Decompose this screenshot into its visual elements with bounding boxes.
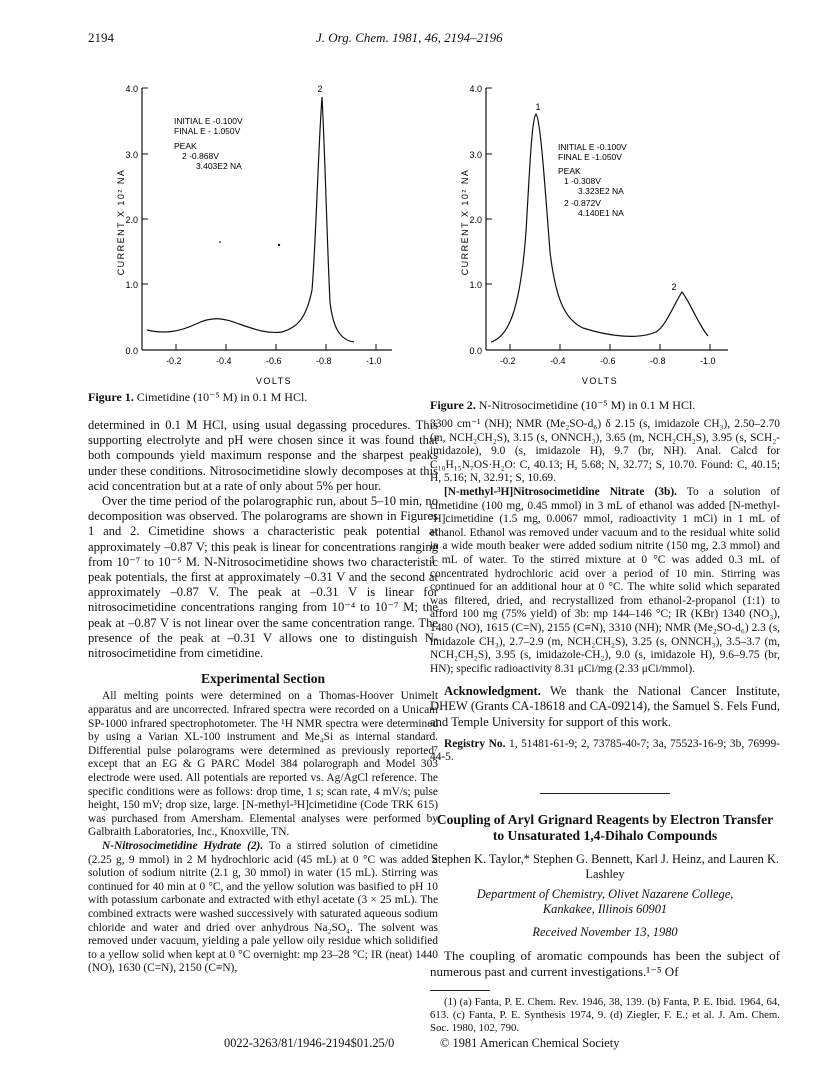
body-paragraph: Over the time period of the polarographic run, about 5–10 min, no decomposition was observed. The polarograms are shown in Figures 1 and 2. Cimetidine shows a characteristic peak potential at approximately –0.87 V; this peak is linear for concentrations ranging from 10⁻⁷ to 10⁻⁵ M. N-Nitrosocimetidine shows two characteristic peak potentials, the first at approximately –0.31 V and the second at approximately –0.87 V. The peak at –0.31 V is linear for nitrosocimetidine concentrations ranging from 10⁻⁴ to 10⁻⁷ M; the peak at –0.87 V is not linear over the same concentration range. The presence of the peak at –0.31 V allows one to distinguish N-nitrosocimetidine from cimetidine.	[88, 494, 438, 661]
experimental-paragraph: 3300 cm⁻¹ (NH); NMR (Me₂SO-d₆) δ 2.15 (s, imidazole CH₃), 2.50–2.70 (m, NCH₂CH₂S), 3.15 (s, ONNCH₃), 3.65 (m, NCH₂CH₂S), 3.95 (s, SCH₂-imidazole), 9.0 (s, imidazole H), 9.7 (br, NH). Anal. Calcd for C₁₀H₁₅N₇OS·H₂O: C, 40.13; H, 5.68; N, 32.77; S, 10.70. Found: C, 40.15; H, 5.16; N, 32.91; S, 10.69.	[430, 418, 780, 485]
fig2-xtick: -0.2	[500, 356, 516, 366]
fig1-peak-marker: 2	[317, 84, 323, 94]
fig1-xtick: -0.2	[166, 356, 182, 366]
experimental-paragraph: N-Nitrosocimetidine Hydrate (2). To a stirred solution of cimetidine (2.25 g, 9 mmol) in 2 M hydrochloric acid (45 mL) at 0 °C was added a solution of sodium nitrite (2.1 g, 30 mmol) in water (15 mL). Stirring was continued for 40 min at 0 °C, and the yellow solution was basified to pH 10 with potassium carbonate and extracted with ethyl acetate (3 × 25 mL). The combined extracts were washed successively with saturated aqueous sodium chloride and water and dried over anhydrous Na₂SO₄. The solvent was removed under vacuum, yielding a pale yellow oily residue which solidified to a yellow solid when kept at 0 °C overnight: mp 23–28 °C; IR (neat) 1440 (NO), 1630 (C=N), 2150 (C≡N),	[88, 839, 438, 975]
fig1-ytick: 4.0	[125, 84, 138, 94]
experimental-paragraph: All melting points were determined on a Thomas-Hoover Unimelt apparatus and are uncorrected. Infrared spectra were recorded on a Unicam SP-1000 infrared spectrophotometer. The ¹H NMR spectra were determined by using a Varian XL-100 instrument and Me₄Si as internal standard. Differential pulse polarograms were determined as previously reported⁷ except that an EG & G PARC Model 384 polarograph and Model 303 electrode were used. All potentials are reported vs. Ag/AgCl reference. The specific conditions were as follows: drop time, 1 s; scan rate, 4 mV/s; pulse height, 150 mV; drop size, large. [N-methyl-³H]cimetidine (Code TRK 615) was purchased from Amersham. Elemental analyses were performed by Galbraith Laboratories, Inc., Knoxville, TN.	[88, 690, 438, 839]
fig2-ytick: 0.0	[469, 346, 482, 356]
figure-1-plot	[84, 52, 404, 392]
fig2-annotation: INITIAL E -0.100V	[558, 142, 627, 152]
fig2-ytick: 1.0	[469, 280, 482, 290]
figure-2-caption	[430, 398, 695, 413]
section-heading: Experimental Section	[200, 671, 326, 687]
registry-heading: Registry No.	[444, 737, 506, 750]
fig1-ytick: 1.0	[125, 280, 138, 290]
article-affiliation: Department of Chemistry, Olivet Nazarene College, Kankakee, Illinois 60901	[476, 887, 734, 916]
fig2-xtick: -0.4	[550, 356, 566, 366]
registry-numbers: Registry No. 1, 51481-61-9; 2, 73785-40-7; 3a, 75523-16-9; 3b, 76999-44-5.	[430, 737, 780, 764]
received-date: Received November 13, 1980	[532, 925, 678, 939]
fig2-caption-label: Figure 2.	[430, 398, 476, 412]
fig2-annotation: 2 -0.872V	[564, 198, 601, 208]
fig2-peak-marker-2: 2	[671, 282, 677, 292]
fig2-ytick: 3.0	[469, 150, 482, 160]
footnote-divider	[430, 990, 490, 991]
ack-heading: Acknowledgment.	[444, 684, 541, 699]
fig2-ylabel: CURRENT X 10² NA	[460, 168, 470, 276]
footnote: (1) (a) Fanta, P. E. Chem. Rev. 1946, 38, 139. (b) Fanta, P. E. Ibid. 1964, 64, 613. (c) Fanta, P. E. Synthesis 1974, 9. (d) Ziegler, F. E.; et al. J. Am. Chem. Soc. 1980, 102, 790.	[430, 996, 780, 1034]
fig2-annotation: PEAK	[558, 166, 581, 176]
running-header: J. Org. Chem. 1981, 46, 2194–2196	[316, 30, 503, 45]
left-column	[88, 418, 438, 976]
fig1-ytick: 3.0	[125, 150, 138, 160]
fig1-xtick: -0.4	[216, 356, 232, 366]
fig2-ytick: 2.0	[469, 215, 482, 225]
fig2-annotation: 3.323E2 NA	[578, 186, 624, 196]
footer-copyright: © 1981 American Chemical Society	[440, 1036, 620, 1050]
fig2-ytick: 4.0	[469, 84, 482, 94]
fig1-xtick: -1.0	[366, 356, 382, 366]
fig1-xtick: -0.8	[316, 356, 332, 366]
figure-1-caption	[88, 390, 307, 405]
article-title: Coupling of Aryl Grignard Reagents by Electron Transfer to Unsaturated 1,4-Dihalo Compounds	[436, 812, 774, 843]
fig2-annotation: FINAL E -1.050V	[558, 152, 622, 162]
fig1-annotation: INITIAL E -0.100V	[174, 116, 243, 126]
experimental-paragraph: [N-methyl-³H]Nitrosocimetidine Nitrate (3b). To a solution of cimetidine (100 mg, 0.45 mmol) in 3 mL of ethanol was added [N-methyl-³H]cimetidine (1.5 mg, 0.0067 mmol, radioactivity 1 mCi) in 1 mL of ethanol. Ethanol was removed under vacuum and to the residual white solid in a wide mouth beaker were added sodium nitrite (150 mg, 2.3 mmol) and 1 mL of water. To the stirred mixture at 0 °C was added 0.3 mL of concentrated hydrochloric acid over a period of 10 min. Stirring was continued for an additional hour at 0 °C. The white solid which separated was filtered, dried, and recrystallized from ethanol-2-propanol (1:1) to afford 100 mg (75% yield) of 3b: mp 144–146 °C; IR (KBr) 1340 (NO₃), 1480 (NO), 1615 (C=N), 2155 (C≡N), 3310 (NH); NMR (Me₂SO-d₆) 2.3 (s, imidazole CH₃), 2.7–2.9 (m, NCH₂CH₂S), 3.25 (s, ONNCH₃), 3.5–3.7 (m, NCH₂CH₂S), 3.95 (s, imidazole-CH₂), 9.0 (s, imidazole H), 9.6–9.75 (br, HN); specific radioactivity 8.31 μCi/mg (2.33 μCi/mmol).	[430, 485, 780, 675]
fig2-xtick: -0.6	[600, 356, 616, 366]
fig2-caption-text: N-Nitrosocimetidine (10⁻⁵ M) in 0.1 M HCl.	[475, 398, 696, 412]
fig1-ytick: 0.0	[125, 346, 138, 356]
fig2-xlabel: VOLTS	[581, 376, 619, 386]
fig1-annotation: FINAL E - 1.050V	[174, 126, 241, 136]
article-authors: Stephen K. Taylor,* Stephen G. Bennett, Karl J. Heinz, and Lauren K. Lashley	[430, 852, 779, 881]
compound-heading: [N-methyl-³H]Nitrosocimetidine Nitrate (3b).	[444, 485, 677, 498]
fig2-annotation: 1 -0.308V	[564, 176, 601, 186]
fig1-caption-label: Figure 1.	[88, 390, 134, 404]
figure-2-plot	[428, 52, 748, 392]
fig1-ylabel: CURRENT X 10² NA	[116, 168, 126, 276]
compound-heading: N-Nitrosocimetidine Hydrate (2).	[102, 839, 264, 852]
fig1-xlabel: VOLTS	[255, 376, 293, 386]
fig1-annotation: PEAK	[174, 141, 197, 151]
footer-code: 0022-3263/81/1946-2194$01.25/0	[224, 1036, 395, 1050]
body-paragraph: determined in 0.1 M HCl, using usual degassing procedures. This supporting electrolyte and pH were chosen since it was found that both compounds yield maximum response and the sharpest peaks under these conditions. Nitrosocimetidine slowly decomposes at this acid concentration but at a rate of only about 5% per hour.	[88, 418, 438, 493]
page-number: 2194	[88, 30, 114, 45]
fig1-ytick: 2.0	[125, 215, 138, 225]
acknowledgment: Acknowledgment. We thank the National Cancer Institute, DHEW (Grants CA-18618 and CA-09214), the Samuel S. Fels Fund, and Temple University for support of this work.	[430, 684, 780, 729]
fig1-annotation: 3.403E2 NA	[196, 161, 242, 171]
right-column	[430, 418, 780, 765]
fig2-annotation: 4.140E1 NA	[578, 208, 624, 218]
fig2-xtick: -0.8	[650, 356, 666, 366]
fig2-xtick: -1.0	[700, 356, 716, 366]
fig2-peak-marker-1: 1	[535, 102, 541, 112]
fig1-xtick: -0.6	[266, 356, 282, 366]
article-intro: The coupling of aromatic compounds has been the subject of numerous past and current investigations.¹⁻⁵ Of	[430, 948, 780, 979]
fig1-annotation: 2 -0.868V	[182, 151, 219, 161]
section-divider	[540, 793, 670, 794]
fig1-caption-text: Cimetidine (10⁻⁵ M) in 0.1 M HCl.	[133, 390, 308, 404]
